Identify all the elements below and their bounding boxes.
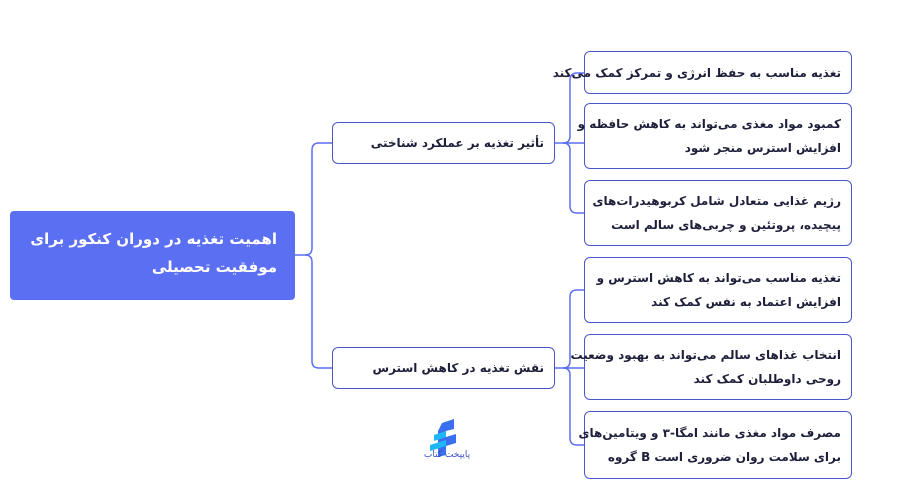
leaf-text: کمبود مواد مغذی می‌تواند به کاهش حافظه و <box>577 117 841 131</box>
leaf-reduce-stress <box>584 257 852 323</box>
root-title-line2: موفقیت تحصیلی <box>151 258 277 276</box>
root-title-line1: اهمیت تغذیه در دوران کنکور برای <box>30 230 277 248</box>
branch-stress <box>332 347 555 389</box>
logo-text: پایپخت کتاب <box>423 450 471 460</box>
leaf-text: برای سلامت روان ضروری است B گروه <box>607 450 841 464</box>
leaf-text: افزایش اعتماد به نفس کمک کند <box>651 295 841 309</box>
leaf-memory <box>577 103 852 169</box>
branch-label: نقش تغذیه در کاهش استرس <box>372 361 544 375</box>
leaf-text: مصرف مواد مغذی مانند امگا-۳ و ویتامین‌های <box>578 426 841 440</box>
leaf-energy-focus <box>552 51 852 94</box>
leaf-nutrients <box>578 411 852 479</box>
branch-cognitive <box>332 122 555 164</box>
root-node <box>10 211 295 300</box>
leaf-text: پیچیده، پروتئین و چربی‌های سالم است <box>611 218 841 232</box>
leaf-healthy-foods <box>570 334 852 400</box>
leaf-balanced-diet <box>584 180 852 246</box>
leaf-text: روحی داوطلبان کمک کند <box>693 372 841 386</box>
leaf-text: رژیم غذایی متعادل شامل کربوهیدرات‌های <box>592 194 841 208</box>
leaf-text: انتخاب غذاهای سالم می‌تواند به بهبود وضعیت <box>570 348 841 362</box>
leaf-text: افزایش استرس منجر شود <box>684 141 841 155</box>
branch-label: تأثیر تغذیه بر عملکرد شناختی <box>370 136 544 150</box>
leaf-text: تغذیه مناسب به حفظ انرژی و تمرکز کمک می‌کند <box>552 65 841 80</box>
leaf-text: تغذیه مناسب می‌تواند به کاهش استرس و <box>596 271 841 285</box>
